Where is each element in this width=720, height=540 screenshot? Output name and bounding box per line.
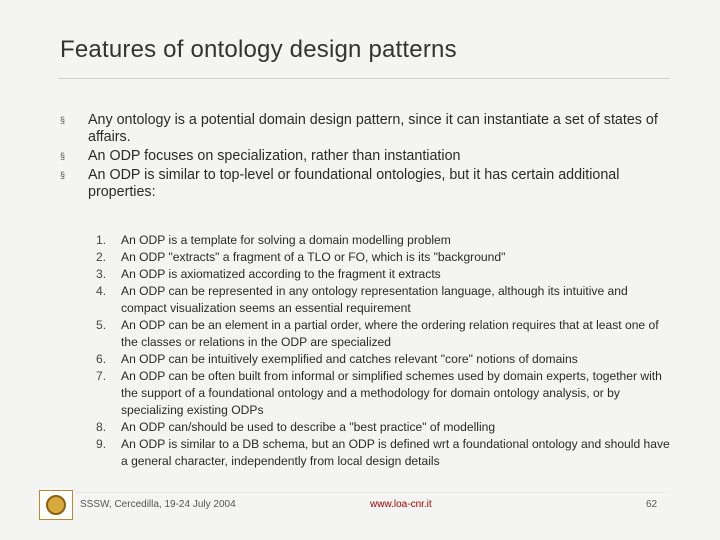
item-text: An ODP can/should be used to describe a "best practice" of modelling [121, 420, 496, 434]
page-number: 62 [646, 499, 658, 510]
item-text: An ODP can be represented in any ontology representation language, although its intuitive and compact visualization seems an essential requirement [121, 284, 628, 315]
bullet-item [60, 112, 660, 146]
bullet-text: An ODP focuses on specialization, rather than instantiation [88, 148, 461, 164]
bullet-marker-icon: § [60, 151, 66, 161]
item-number: 7. [96, 369, 107, 383]
item-text: An ODP is axiomatized according to the fragment it extracts [121, 267, 441, 281]
numbered-item [96, 317, 671, 351]
logo-emblem [46, 495, 66, 515]
item-number: 5. [96, 318, 107, 332]
slide-title: Features of ontology design patterns [60, 36, 457, 63]
footer-url-link[interactable]: www.loa-cnr.it [370, 499, 432, 510]
numbered-item [96, 232, 671, 249]
bullet-marker-icon: § [60, 170, 66, 180]
footer-event: SSSW, Cercedilla, 19-24 July 2004 [80, 499, 236, 510]
item-text: An ODP is a template for solving a domain modelling problem [121, 233, 451, 247]
item-number: 6. [96, 352, 107, 366]
bullet-item [60, 167, 660, 201]
numbered-item [96, 368, 671, 419]
item-number: 1. [96, 233, 107, 247]
numbered-item [96, 266, 671, 283]
bullet-text: An ODP is similar to top-level or foundational ontologies, but it has certain additional properties: [88, 167, 620, 200]
numbered-list [96, 232, 671, 470]
numbered-item [96, 249, 671, 266]
item-text: An ODP can be often built from informal or simplified schemes used by domain experts, together with the support of a foundational ontology and a methodology for domain ontology analysis, or by specializing existing ODPs [121, 369, 662, 417]
item-text: An ODP can be intuitively exemplified and catches relevant "core" notions of domains [121, 352, 578, 366]
title-divider [58, 78, 670, 79]
bullet-item [60, 148, 660, 165]
item-text: An ODP can be an element in a partial order, where the ordering relation requires that at least one of the classes or relations in the ODP are specialized [121, 318, 659, 349]
item-number: 4. [96, 284, 107, 298]
footer-divider [75, 492, 665, 493]
item-number: 9. [96, 437, 107, 451]
numbered-item [96, 419, 671, 436]
item-number: 2. [96, 250, 107, 264]
bullet-marker-icon: § [60, 115, 66, 125]
bullet-text: Any ontology is a potential domain design pattern, since it can instantiate a set of states of affairs. [88, 112, 658, 145]
loa-logo-icon [39, 490, 73, 520]
item-text: An ODP is similar to a DB schema, but an ODP is defined wrt a foundational ontology and should have a general character, independently from local design details [121, 437, 670, 468]
item-number: 8. [96, 420, 107, 434]
numbered-item [96, 436, 671, 470]
numbered-item [96, 283, 671, 317]
item-number: 3. [96, 267, 107, 281]
numbered-item [96, 351, 671, 368]
item-text: An ODP "extracts" a fragment of a TLO or FO, which is its "background" [121, 250, 506, 264]
bullet-list [60, 112, 660, 203]
